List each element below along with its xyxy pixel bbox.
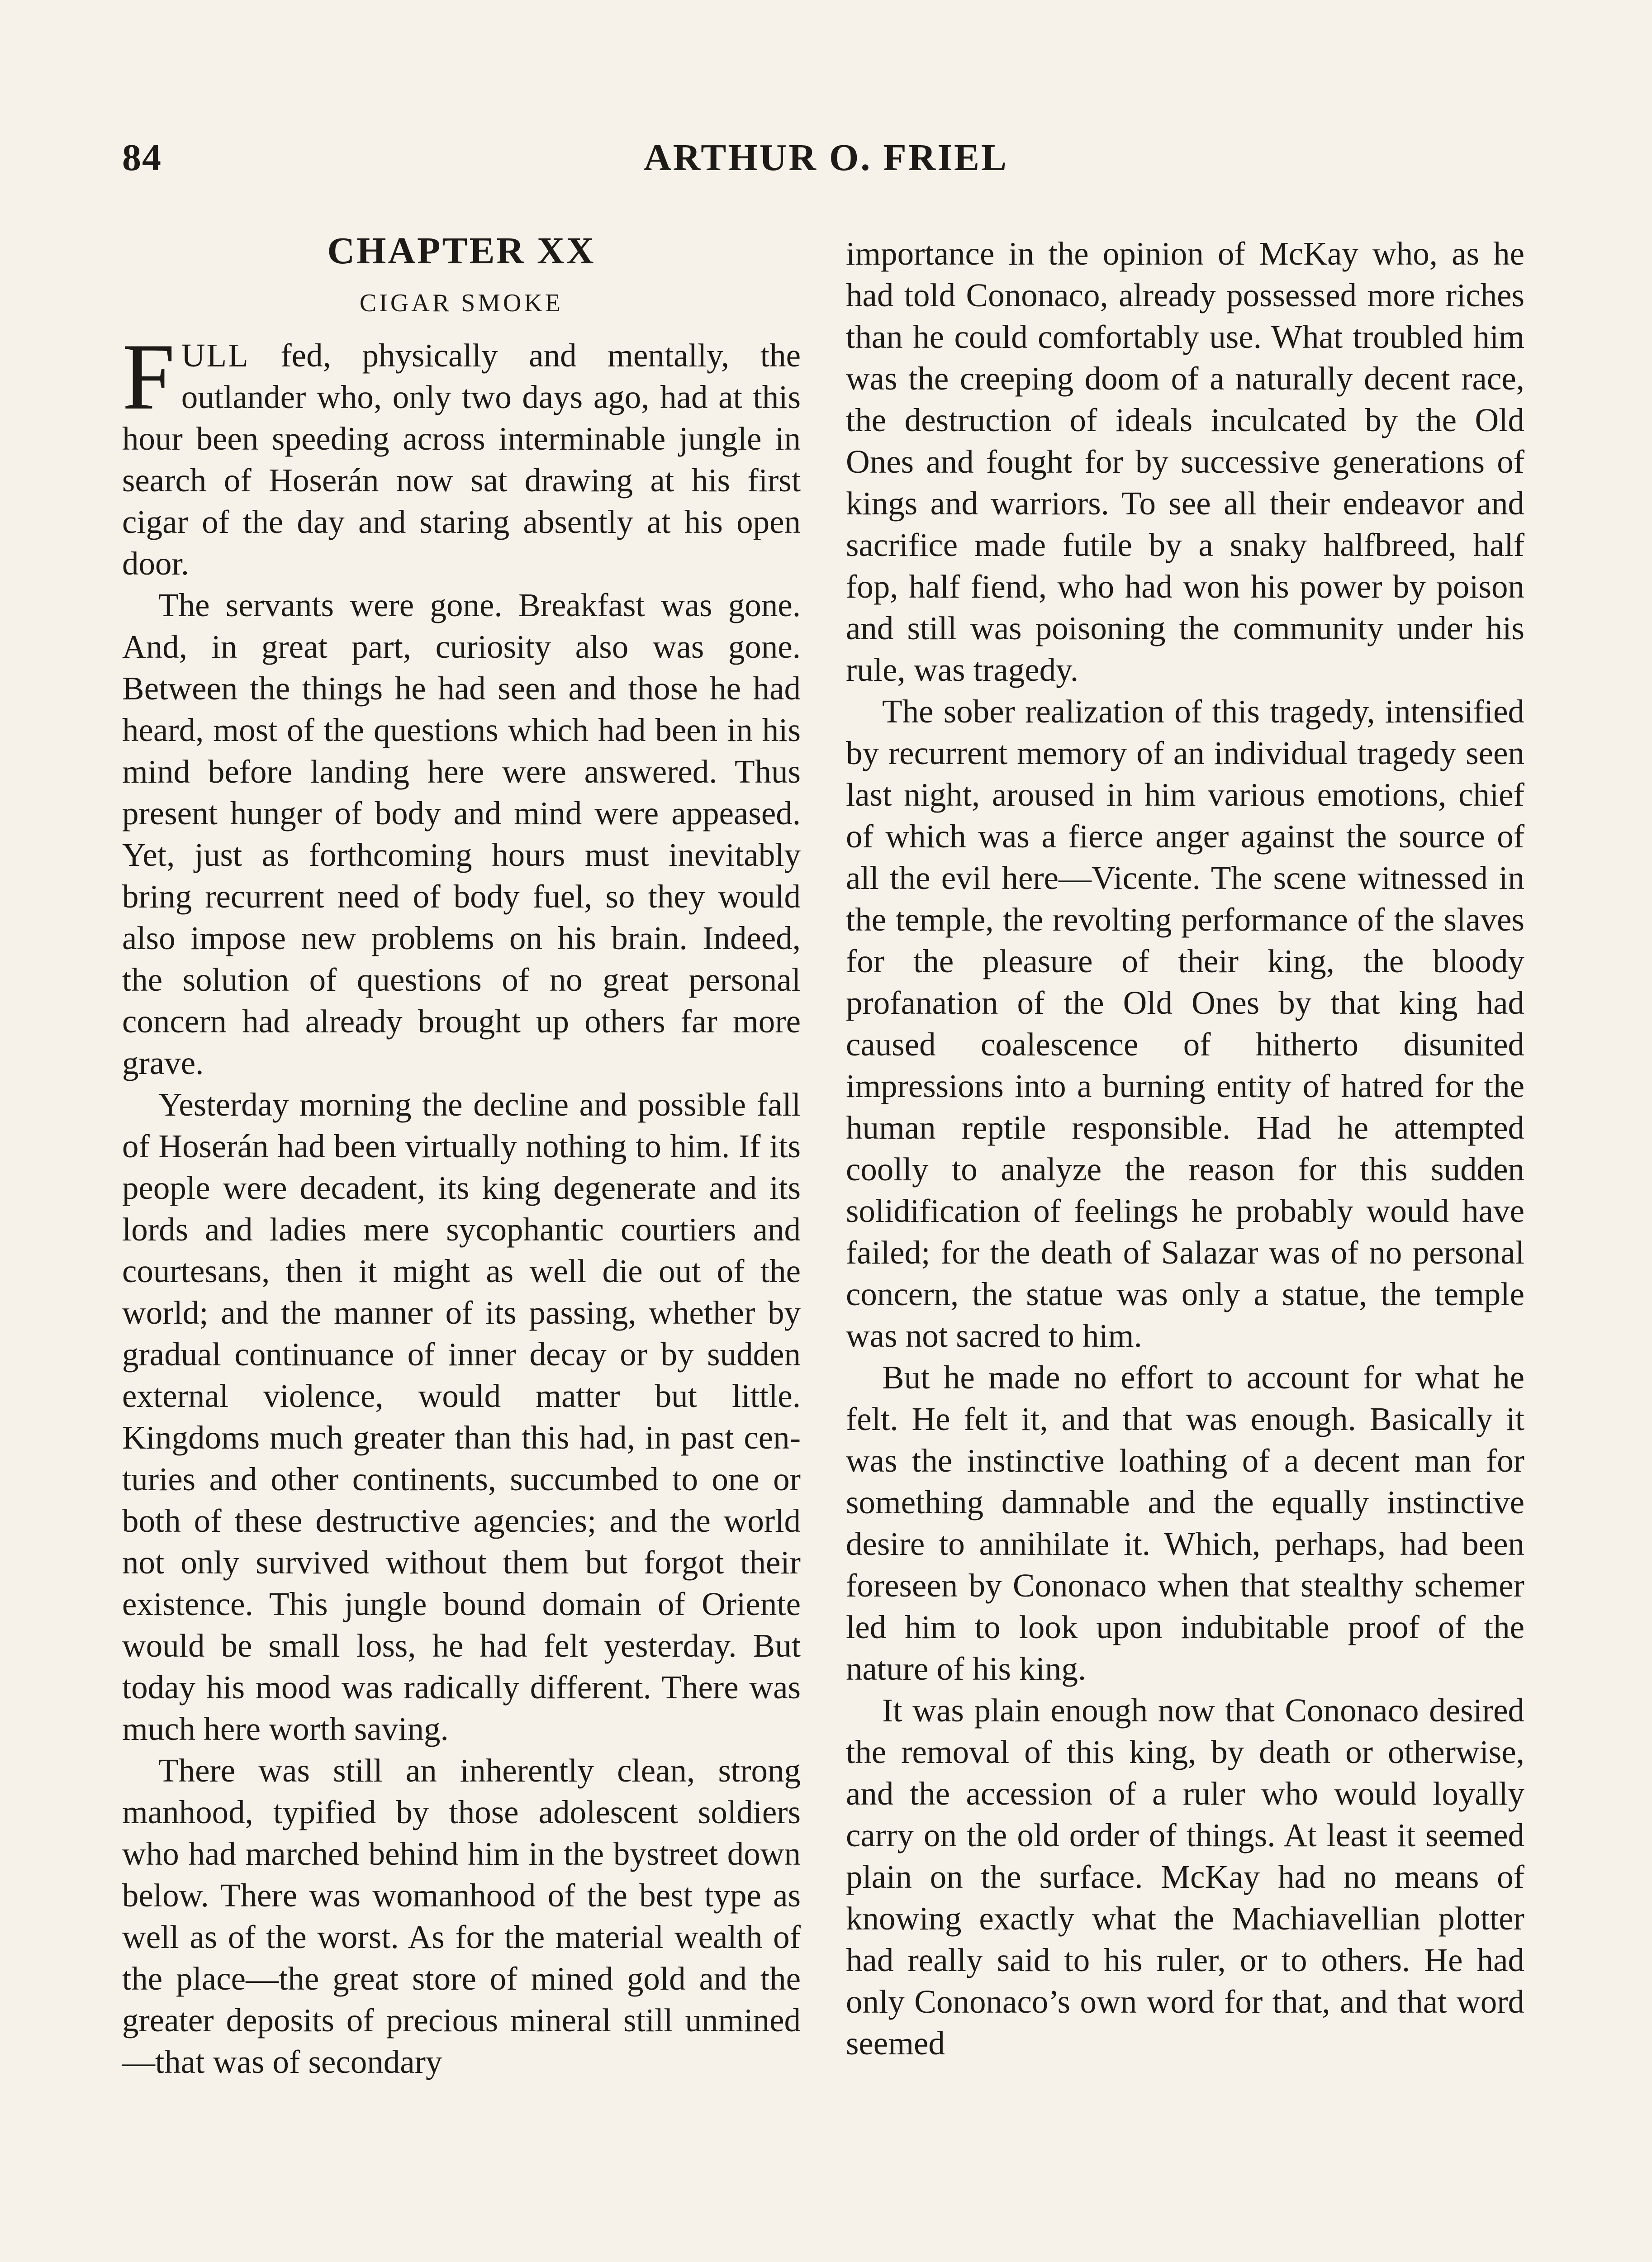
chapter-title: CHAPTER XX — [327, 230, 596, 272]
left-column — [122, 226, 801, 2083]
paragraph: It was plain enough now that Cononaco desired the removal of this king, by death or otherwise, and the accession of a ruler who would loyally carry on the old order of things. At least it seemed plain on the surface. McKay had no means of knowing exactly what the Machiavellian plotter had really said to his ruler, or to others. He had only Cononaco’s own word for that, and that word seemed — [846, 1692, 1524, 2062]
paragraph: There was still an inherently clean, strong manhood, typified by those adolescent soldiers who had marched behind him in the bystreet down below. There was womanhood of the best type as well as of the worst. As for the material wealth of the place—the great store of mined gold and the greater deposits of precious mineral still unmined—that was of secondary — [122, 1752, 801, 2080]
right-column — [846, 233, 1524, 2064]
drop-cap: F — [122, 324, 175, 429]
page-number: 84 — [122, 137, 162, 179]
running-head: ARTHUR O. FRIEL — [643, 137, 1009, 179]
paragraph: But he made no effort to account for what he felt. He felt it, and that was enough. Basically it was the instinctive loathing of a decent man for something damnable and the equally instinctive desire to annihilate it. Which, perhaps, had been foreseen by Cononaco when that stealthy schemer led him to look upon indubitable proof of the nature of his king. — [846, 1359, 1524, 1687]
chapter-subtitle: CIGAR SMOKE — [359, 289, 564, 317]
paragraph: importance in the opinion of McKay who, as he had told Cononaco, already possessed more riches than he could comfortably use. What troubled him was the creeping doom of a naturally decent race, the destruction of ideals inculcated by the Old Ones and fought for by successive generations of kings and warriors. To see all their endeavor and sacrifice made futile by a snaky halfbreed, half fop, half fiend, who had won his power by poison and still was poisoning the community under his rule, was tragedy. — [846, 235, 1524, 688]
paragraph: The sober realization of this tragedy, intensified by recurrent memory of an individual tragedy seen last night, aroused in him various emotions, chief of which was a fierce anger against the source of all the evil here—Vicente. The scene witnessed in the temple, the revolting performance of the slaves for the pleasure of their king, the bloody profanation of the Old Ones by that king had caused coalescence of hitherto disunited impressions into a burning entity of hatred for the human reptile responsible. Had he attempted coolly to analyze the reason for this sudden solidification of feelings he probably would have failed; for the death of Salazar was of no personal concern, the statue was only a statue, the temple was not sacred to him. — [846, 693, 1524, 1354]
paragraph: Yesterday morning the decline and possible fall of Hoserán had been virtually nothing to him. If its people were decadent, its king degenerate and its lords and ladies mere sycophantic courtiers and courtesans, then it might as well die out of the world; and the manner of its passing, whether by gradual continuance of inner decay or by sudden external violence, would matter but little. Kingdoms much greater than this had, in past centuries and other continents, succumbed to one or both of these destructive agencies; and the world not only survived without them but forgot their existence. This jungle bound domain of Oriente would be small loss, he had felt yesterday. But today his mood was radically different. There was much here worth saving. — [122, 1086, 801, 1747]
opening-small-caps: ULL — [181, 337, 250, 374]
paragraph-text: fed, physically and mentally, the outlander who, only two days ago, had at this hour been speeding across interminable jungle in search of Hoserán now sat drawing at his first cigar of the day and staring absently at his open door. — [122, 337, 801, 582]
paragraph — [122, 324, 801, 585]
paragraph: The servants were gone. Breakfast was gone. And, in great part, curiosity also was gone. Between the things he had seen and those he had heard, most of the questions which had been in his mind before landing here were answered. Thus present hunger of body and mind were appeased. Yet, just as forthcoming hours must inevitably bring recurrent need of body fuel, so they would also impose new problems on his brain. Indeed, the solution of questions of no great personal concern had already brought up others far more grave. — [122, 587, 801, 1081]
